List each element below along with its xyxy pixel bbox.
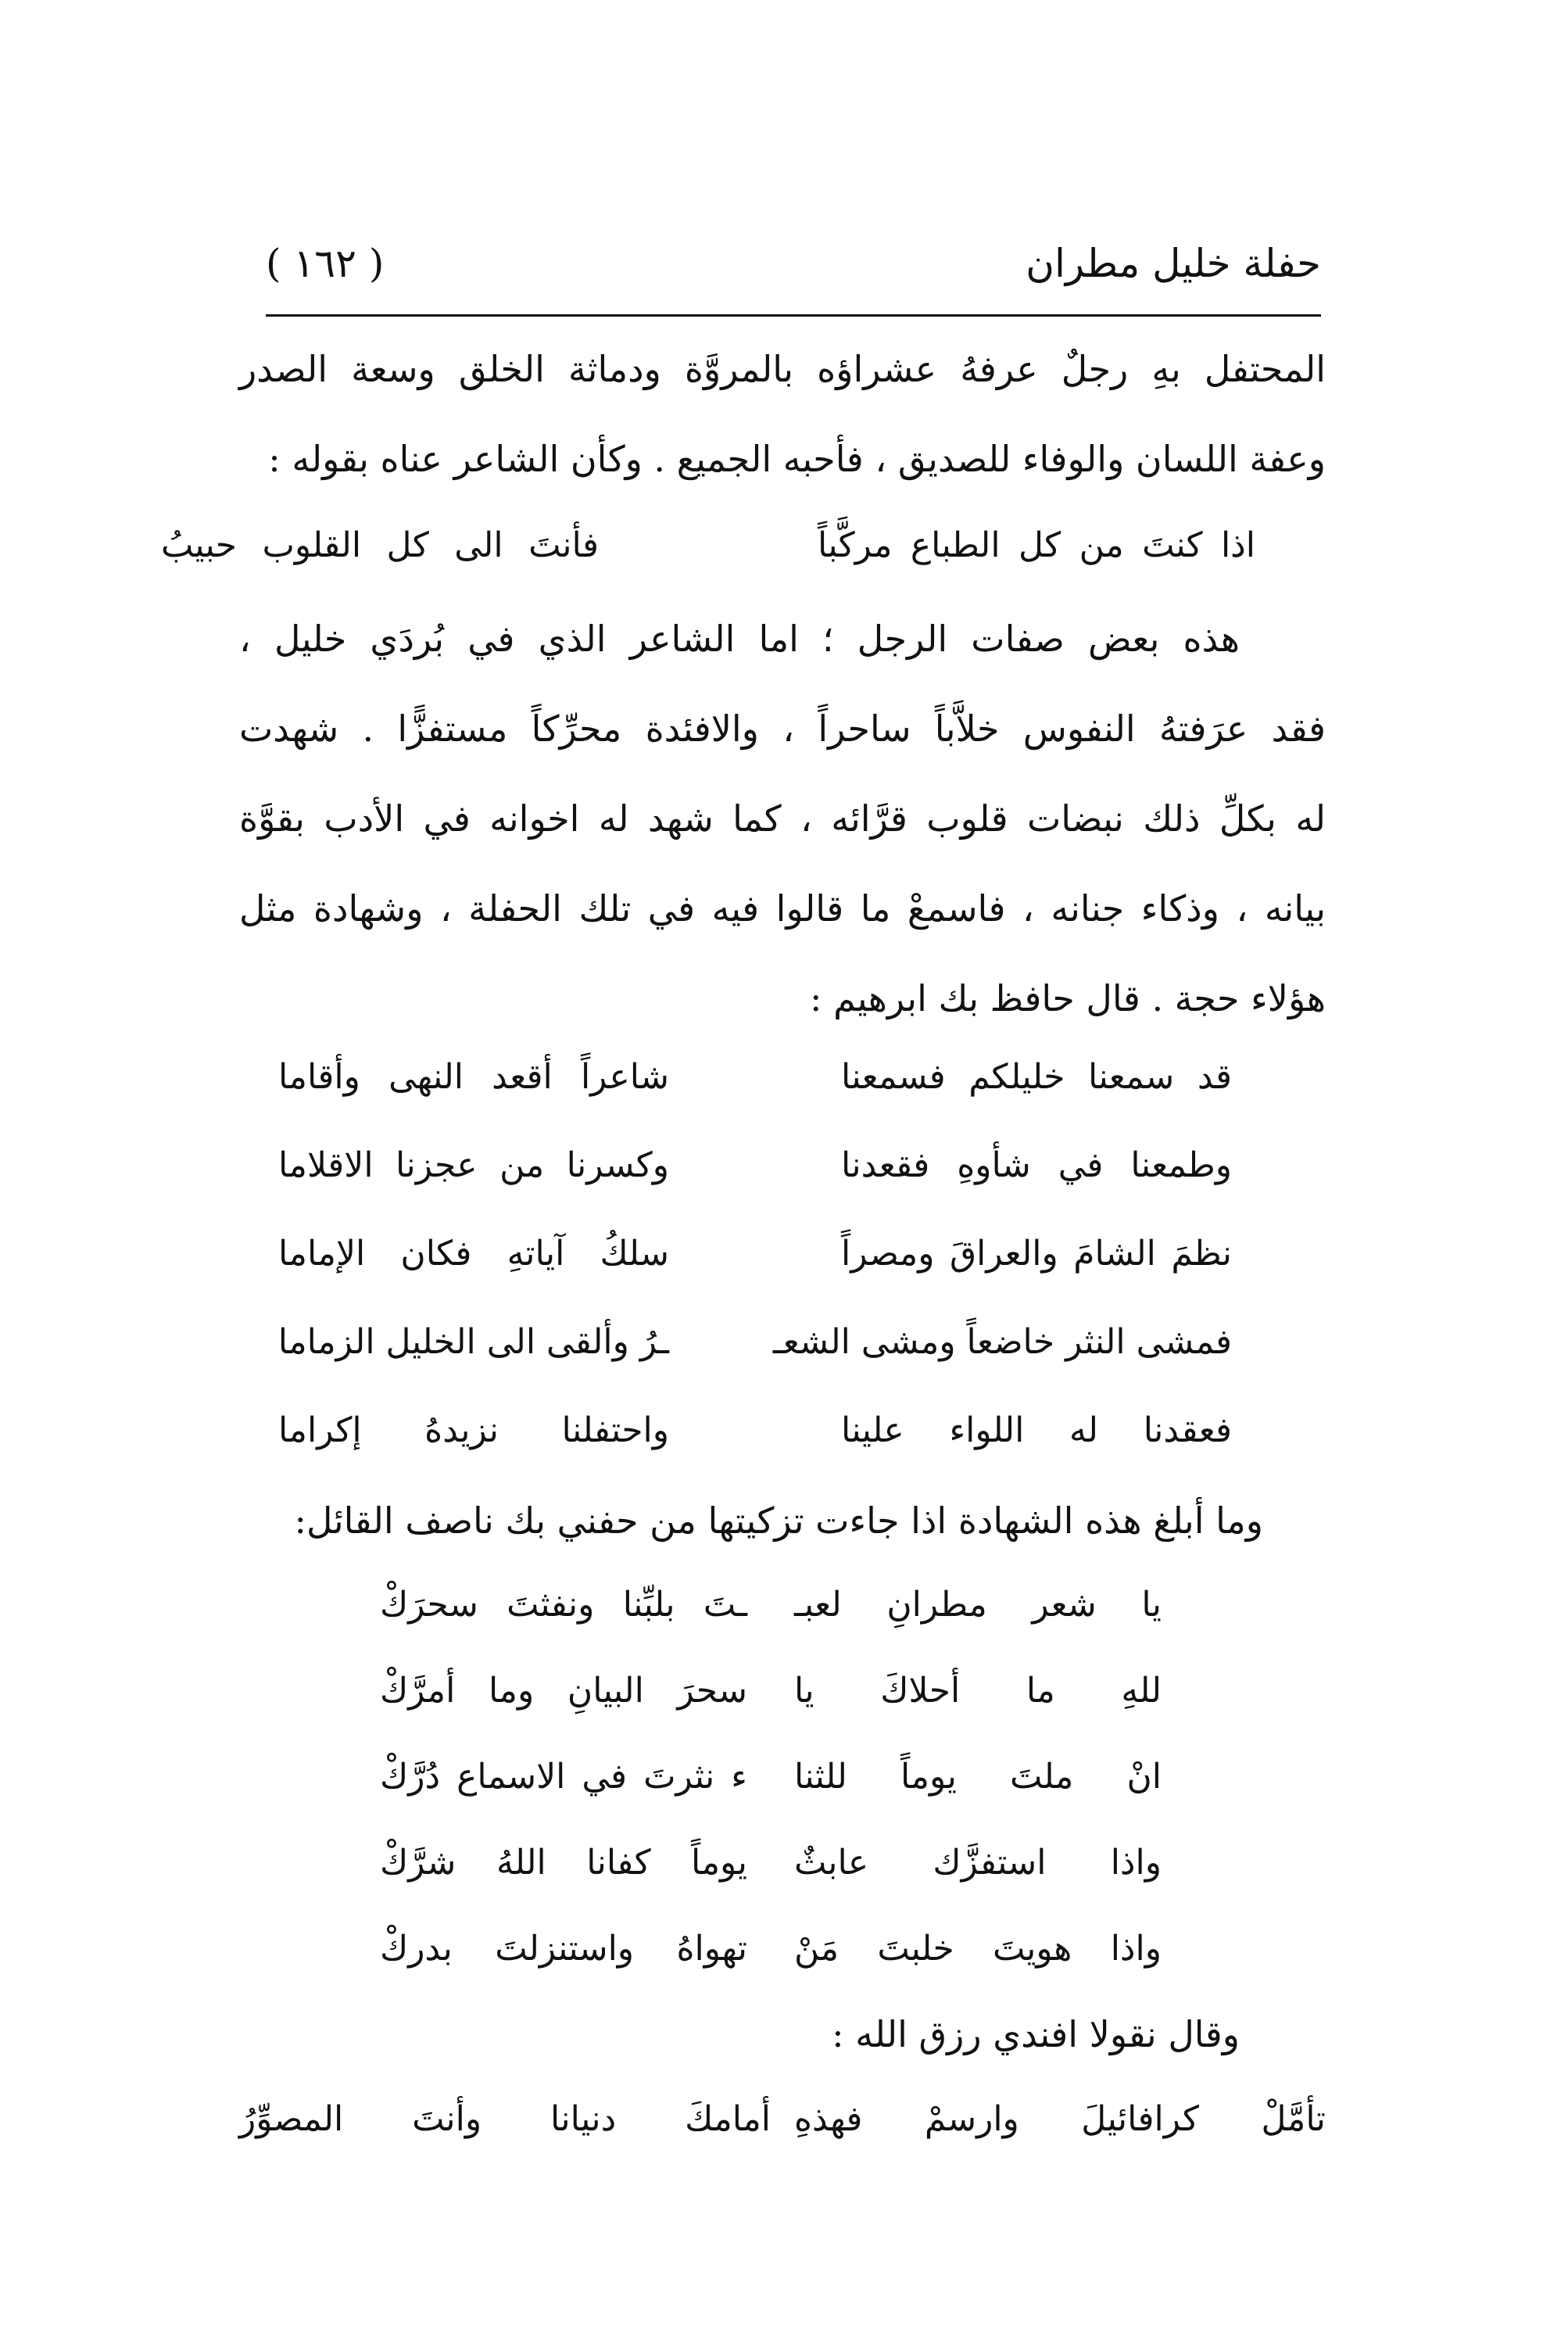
verse-line <box>380 1585 1162 1639</box>
verse-first-hemistich: انْ ملتَ يوماً للثنا <box>794 1757 1162 1797</box>
verse-first-hemistich: للهِ ما أحلاكَ يا <box>794 1671 1162 1711</box>
verse-first-hemistich: واذا هويتَ خلبتَ مَنْ <box>794 1929 1162 1969</box>
paragraph-line: فقد عرَفتهُ النفوس خلاَّباً ساحراً ، والافئدة محرِّكاً مستفزًّا . شهدت <box>239 708 1326 750</box>
verse-first-hemistich: قد سمعنا خليلكم فسمعنا <box>841 1057 1232 1097</box>
verse-line <box>278 1322 1232 1377</box>
verse-line <box>380 1929 1162 1983</box>
paragraph-line: وما أبلغ هذه الشهادة اذا جاءت تزكيتها من حفني بك ناصف القائل: <box>294 1500 1263 1542</box>
verse-first-hemistich: فمشى النثر خاضعاً ومشى الشعـ <box>772 1322 1232 1362</box>
verse-first-hemistich: نظمَ الشامَ والعراقَ ومصراً <box>841 1234 1232 1274</box>
verse-second-hemistich: فأنتَ الى كل القلوب حبيبُ <box>161 525 599 565</box>
verse-first-hemistich: وطمعنا في شأوهِ فقعدنا <box>841 1145 1232 1185</box>
verse-second-hemistich: سحرَ البيانِ وما أمرَّكْ <box>380 1671 747 1711</box>
verse-line <box>161 525 1255 580</box>
verse-second-hemistich: ء نثرتَ في الاسماع دُرَّكْ <box>380 1757 747 1797</box>
verse-line <box>278 1234 1232 1288</box>
verse-second-hemistich: تهواهُ واستنزلتَ بدركْ <box>380 1929 747 1969</box>
verse-line <box>380 1757 1162 1811</box>
verse-first-hemistich: تأمَّلْ كرافائيلَ وارسمْ فهذهِ <box>794 2099 1326 2139</box>
verse-first-hemistich: فعقدنا له اللواء علينا <box>841 1410 1232 1450</box>
header-rule <box>266 314 1321 317</box>
paragraph-line: هؤلاء حجة . قال حافظ بك ابرهيم : <box>810 977 1326 1019</box>
paragraph-line: له بكلِّ ذلك نبضات قلوب قرَّائه ، كما شهد له اخوانه في الأدب بقوَّة <box>239 797 1326 840</box>
paragraph-line: هذه بعض صفات الرجل ؛ اما الشاعر الذي في بُردَي خليل ، <box>239 618 1240 660</box>
running-header <box>266 235 1321 305</box>
verse-second-hemistich: واحتفلنا نزيدهُ إكراما <box>278 1410 669 1450</box>
verse-second-hemistich: وكسرنا من عجزنا الاقلاما <box>278 1145 669 1185</box>
verse-second-hemistich: يوماً كفانا اللهُ شرَّكْ <box>380 1843 747 1883</box>
verse-second-hemistich: ـتَ بلبِّنا ونفثتَ سحرَكْ <box>380 1585 747 1625</box>
verse-line <box>239 2099 1326 2154</box>
verse-second-hemistich: شاعراً أقعد النهى وأقاما <box>278 1057 669 1097</box>
running-title: حفلة خليل مطران <box>1026 241 1321 286</box>
verse-first-hemistich: يا شعر مطرانِ لعبـ <box>794 1585 1162 1625</box>
page-number: ( ١٦٢ ) <box>266 241 385 286</box>
verse-first-hemistich: واذا استفزَّك عابثٌ <box>794 1843 1162 1883</box>
verse-line <box>278 1410 1232 1465</box>
verse-first-hemistich: اذا كنتَ من كل الطباع مركَّباً <box>818 525 1255 565</box>
verse-second-hemistich: أمامكَ دنيانا وأنتَ المصوِّرُ <box>239 2099 771 2139</box>
verse-second-hemistich: ـرُ وألقى الى الخليل الزماما <box>277 1322 669 1362</box>
verse-line <box>380 1843 1162 1897</box>
paragraph-line: وقال نقولا افندي رزق الله : <box>832 2013 1240 2055</box>
verse-line <box>278 1057 1232 1112</box>
paragraph-line: وعفة اللسان والوفاء للصديق ، فأحبه الجميع . وكأن الشاعر عناه بقوله : <box>268 438 1326 480</box>
paragraph-line: بيانه ، وذكاء جنانه ، فاسمعْ ما قالوا فيه في تلك الحفلة ، وشهادة مثل <box>239 887 1326 930</box>
paragraph-line: المحتفل بهِ رجلٌ عرفهُ عشراؤه بالمروَّة ودماثة الخلق وسعة الصدر <box>239 348 1326 390</box>
verse-line <box>278 1145 1232 1200</box>
verse-line <box>380 1671 1162 1725</box>
verse-second-hemistich: سلكُ آياتهِ فكان الإماما <box>278 1234 669 1274</box>
